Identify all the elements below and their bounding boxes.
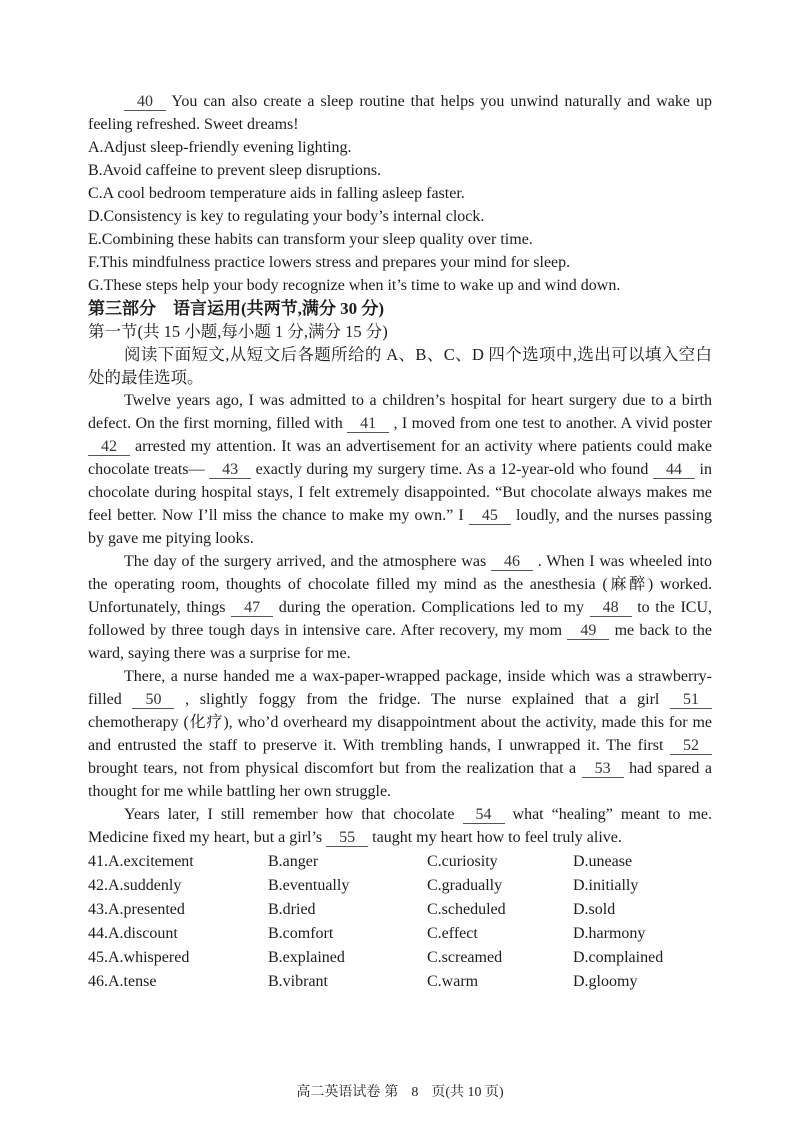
choice-f: F.This mindfulness practice lowers stress and prepares your mind for sleep.	[88, 254, 571, 271]
page-content	[88, 90, 712, 994]
option-42-d: D.initially	[573, 877, 639, 894]
cloze-blank-43: 43	[209, 461, 251, 479]
cloze-paragraph-2: The day of the surgery arrived, and the atmosphere was 46 . When I was wheeled into the operating room, thoughts of chocolate filled my mind as the anesthesia (麻醉) worked. Unfortunately, things 47 during the operation. Complications led to my 48 to the ICU, followed by three tough days in intensive care. After recovery, my mom 49 me back to the ward, saying there was a surprise for me.	[88, 553, 712, 662]
choice-d: D.Consistency is key to regulating your body’s internal clock.	[88, 208, 485, 225]
footer-doc-title: 高二英语试卷	[296, 1085, 381, 1100]
cloze-blank-54: 54	[463, 806, 505, 824]
cloze-paragraph-3: There, a nurse handed me a wax-paper-wrapped package, inside which was a strawberry-filled 50 , slightly foggy from the fridge. The nurse explained that a girl 51 chemotherapy (化疗), who’d overheard my disappointment about the activity, made this for me and entrusted the staff to preserve it. With trembling hands, I unwrapped it. The first 52 brought tears, not from physical discomfort but from the realization that a 53 had spared a thought for me while battling her own struggle.	[88, 668, 712, 800]
option-45-a: 45.A.whispered	[88, 949, 190, 966]
option-44-b: B.comfort	[268, 925, 334, 942]
option-42-c: C.gradually	[427, 877, 503, 894]
option-45-b: B.explained	[268, 949, 345, 966]
cloze-blank-45: 45	[469, 507, 511, 525]
choice-a: A.Adjust sleep-friendly evening lighting.	[88, 139, 352, 156]
footer-page-prefix: 第	[384, 1085, 399, 1100]
option-43-d: D.sold	[573, 901, 616, 918]
options-row-41	[88, 850, 712, 874]
cloze-blank-46: 46	[491, 553, 533, 571]
cloze-blank-40: 40	[124, 93, 166, 111]
cloze-blank-41: 41	[347, 415, 389, 433]
cloze-instructions: 阅读下面短文,从短文后各题所给的 A、B、C、D 四个选项中,选出可以填入空白处的最佳选项。	[88, 345, 712, 387]
cloze-paragraph-1: Twelve years ago, I was admitted to a children’s hospital for heart surgery due to a birth defect. On the first morning, filled with 41 , I moved from one test to another. A vivid poster 42 arrested my attention. It was an advertisement for an activity where patients could make chocolate treats— 43 exactly during my surgery time. As a 12-year-old who found 44 in chocolate during hospital stays, I felt extremely disappointed. “But chocolate always makes me feel better. Now I’ll miss the chance to make my own.” I 45 loudly, and the nurses passing by gave me pitying looks.	[88, 392, 712, 547]
options-table	[88, 850, 712, 994]
cloze-blank-53: 53	[582, 760, 624, 778]
option-41-b: B.anger	[268, 853, 319, 870]
option-43-c: C.scheduled	[427, 901, 506, 918]
option-44-c: C.effect	[427, 925, 478, 942]
cloze-blank-48: 48	[590, 599, 632, 617]
choice-c: C.A cool bedroom temperature aids in falling asleep faster.	[88, 185, 465, 202]
question-40-paragraph: 40 You can also create a sleep routine that helps you unwind naturally and wake up feeling refreshed. Sweet dreams!	[88, 93, 712, 133]
cloze-blank-47: 47	[231, 599, 273, 617]
option-41-d: D.unease	[573, 853, 633, 870]
option-43-a: 43.A.presented	[88, 901, 185, 918]
cloze-paragraph-4: Years later, I still remember how that chocolate 54 what “healing” meant to me. Medicine fixed my heart, but a girl’s 55 taught my heart how to feel truly alive.	[88, 806, 712, 846]
options-row-44	[88, 922, 712, 946]
option-46-c: C.warm	[427, 973, 479, 990]
option-43-b: B.dried	[268, 901, 316, 918]
options-row-45	[88, 946, 712, 970]
cloze-blank-44: 44	[653, 461, 695, 479]
cloze-blank-52: 52	[670, 737, 712, 755]
section1-header: 第一节(共 15 小题,每小题 1 分,满分 15 分)	[88, 322, 388, 341]
part3-header: 第三部分 语言运用(共两节,满分 30 分)	[88, 299, 385, 318]
cloze-blank-50: 50	[132, 691, 174, 709]
options-row-43	[88, 898, 712, 922]
option-46-b: B.vibrant	[268, 973, 328, 990]
options-row-46	[88, 970, 712, 994]
choice-e: E.Combining these habits can transform your sleep quality over time.	[88, 231, 533, 248]
option-46-d: D.gloomy	[573, 973, 638, 990]
cloze-blank-51: 51	[670, 691, 712, 709]
choice-b: B.Avoid caffeine to prevent sleep disruptions.	[88, 162, 382, 179]
option-45-c: C.screamed	[427, 949, 503, 966]
footer-page-suffix: 页(共 10 页)	[431, 1085, 504, 1100]
choice-g: G.These steps help your body recognize when it’s time to wake up and wind down.	[88, 277, 621, 294]
option-46-a: 46.A.tense	[88, 973, 157, 990]
option-44-a: 44.A.discount	[88, 925, 178, 942]
option-42-a: 42.A.suddenly	[88, 877, 182, 894]
option-44-d: D.harmony	[573, 925, 646, 942]
cloze-blank-49: 49	[567, 622, 609, 640]
option-41-c: C.curiosity	[427, 853, 498, 870]
cloze-blank-42: 42	[88, 438, 130, 456]
cloze-blank-55: 55	[326, 829, 368, 847]
footer-page-number: 8	[411, 1085, 419, 1100]
option-42-b: B.eventually	[268, 877, 350, 894]
page-footer	[0, 1081, 800, 1104]
option-45-d: D.complained	[573, 949, 664, 966]
option-41-a: 41.A.excitement	[88, 853, 194, 870]
options-row-42	[88, 874, 712, 898]
